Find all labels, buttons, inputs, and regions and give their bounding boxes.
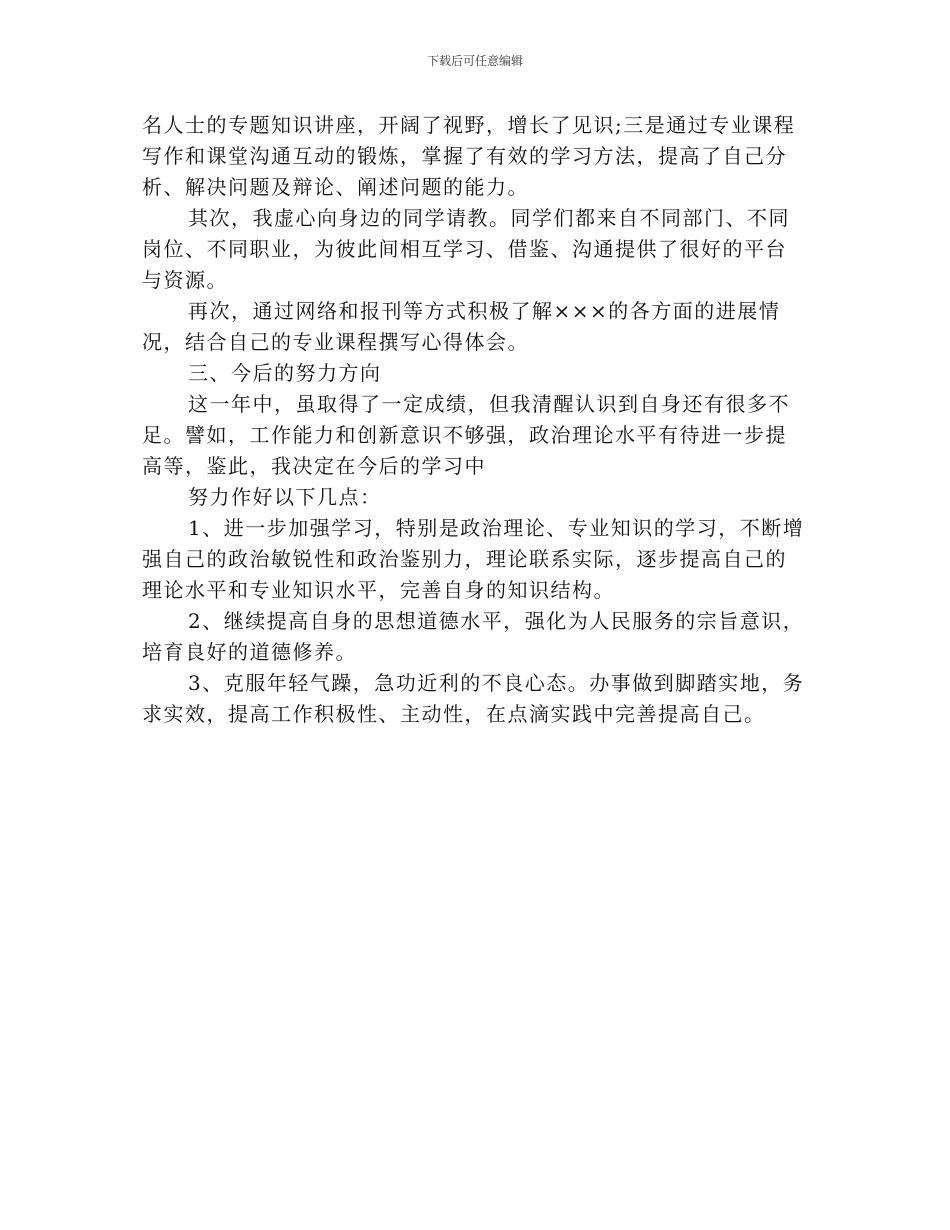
page-header: 下载后可任意编辑 <box>426 54 523 68</box>
text-line: 培育良好的道德修养。 <box>142 640 357 664</box>
paragraph-start-line: 再次，通过网络和报刊等方式积极了解×××的各方面的进展情 <box>188 299 781 323</box>
text-line: 理论水平和专业知识水平，完善自身的知识结构。 <box>142 578 615 602</box>
section-heading: 三、今后的努力方向 <box>188 361 382 385</box>
paragraph-start-line: 其次，我虚心向身边的同学请教。同学们都来自不同部门、不同 <box>188 206 790 230</box>
text-line: 强自己的政治敏锐性和政治鉴别力，理论联系实际，逐步提高自己的 <box>142 547 787 571</box>
text-line: 求实效，提高工作积极性、主动性，在点滴实践中完善提高自己。 <box>142 702 766 726</box>
text-line: 析、解决问题及辩论、阐述问题的能力。 <box>142 175 529 199</box>
text-line: 足。譬如，工作能力和创新意识不够强，政治理论水平有待进一步提 <box>142 423 787 447</box>
text-line: 况，结合自己的专业课程撰写心得体会。 <box>142 330 529 354</box>
document-body <box>142 110 812 730</box>
list-item-line: 2、继续提高自身的思想道德水平，强化为人民服务的宗旨意识， <box>188 609 805 633</box>
text-line: 写作和课堂沟通互动的锻炼，掌握了有效的学习方法，提高了自己分 <box>142 144 787 168</box>
list-item-line: 3、克服年轻气躁，急功近利的不良心态。办事做到脚踏实地，务 <box>188 671 805 695</box>
list-item-line: 1、进一步加强学习，特别是政治理论、专业知识的学习，不断增 <box>188 516 805 540</box>
paragraph-start-line: 努力作好以下几点： <box>188 485 382 509</box>
text-line: 高等，鉴此，我决定在今后的学习中 <box>142 454 486 478</box>
text-line: 名人士的专题知识讲座，开阔了视野，增长了见识;三是通过专业课程 <box>142 113 796 137</box>
text-line: 与资源。 <box>142 268 228 292</box>
paragraph-start-line: 这一年中，虽取得了一定成绩，但我清醒认识到自身还有很多不 <box>188 392 790 416</box>
text-line: 岗位、不同职业，为彼此间相互学习、借鉴、沟通提供了很好的平台 <box>142 237 787 261</box>
